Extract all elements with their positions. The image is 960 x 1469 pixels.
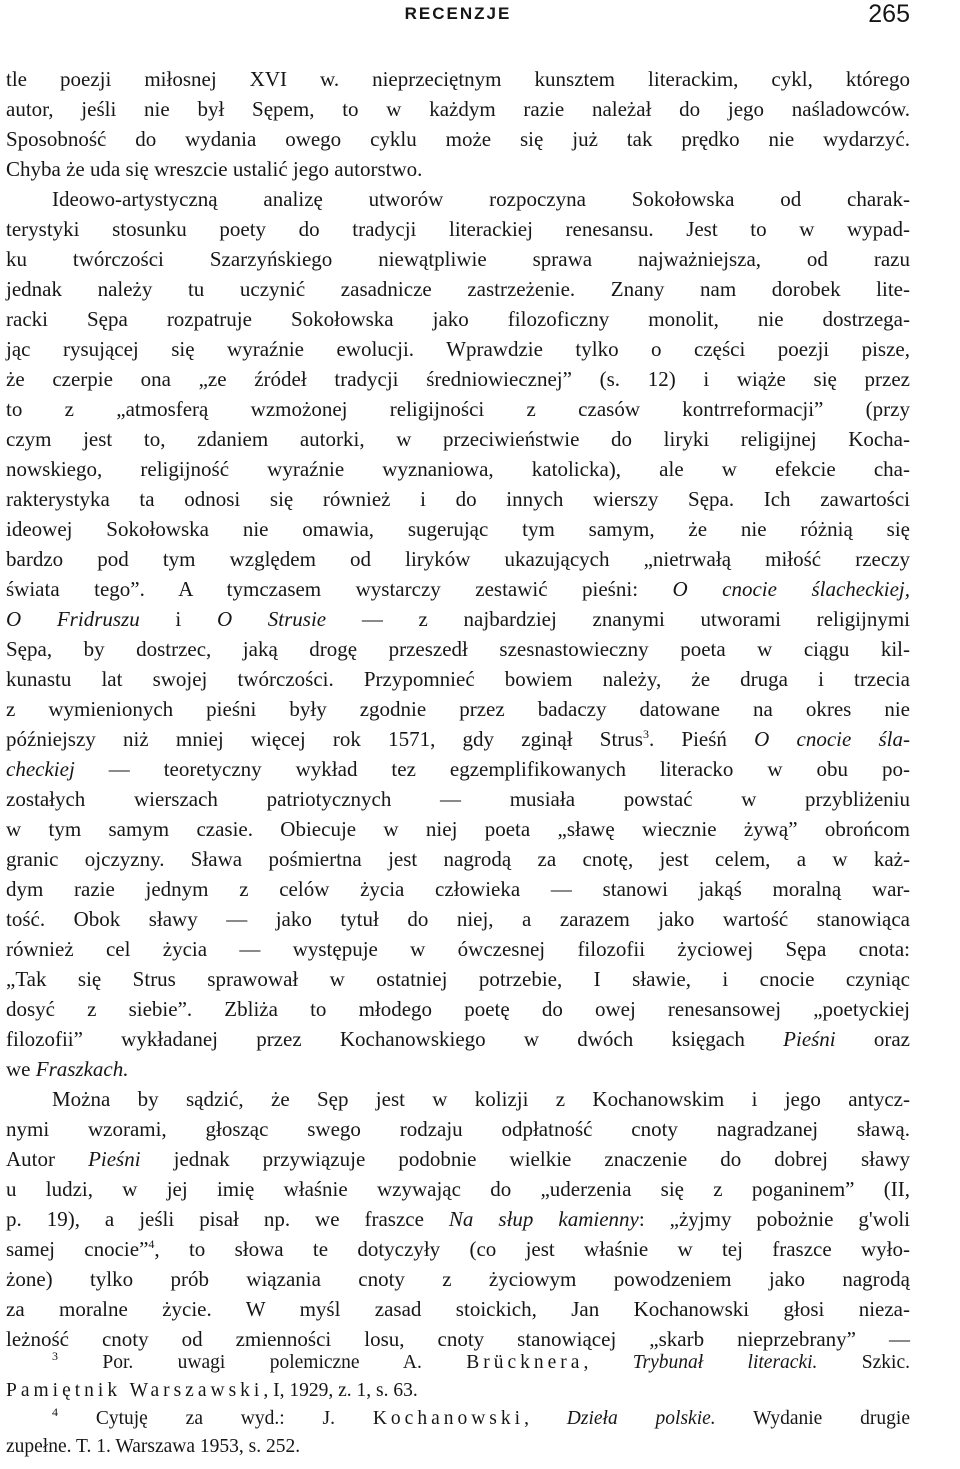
author-name: Kochanowski [372, 1408, 525, 1429]
text-line [6, 1204, 910, 1234]
text-run: p. 19), a jeśli pisał np. we fraszce [6, 1207, 449, 1231]
text-line: Chyba że uda się wreszcie ustalić jego autorstwo. [6, 157, 423, 181]
text-run: Autor [6, 1147, 89, 1171]
text-line: u ludzi, w jej imię właśnie wzywając do „uderzenia się z poganinem” (II, [6, 1177, 910, 1201]
text-line [6, 754, 910, 784]
title-italic: Trybunał literacki. [632, 1352, 818, 1373]
text-line: Ideowo-artystyczną analizę utworów rozpoczyna Sokołowska od charak- [52, 187, 910, 211]
footnote-number: 4 [52, 1405, 58, 1419]
footnote-number: 3 [52, 1349, 58, 1363]
text-run: i [139, 607, 217, 631]
text-run: , to słowa te dotyczyły (co jest właśnie w tej fraszce wyło- [154, 1237, 910, 1261]
text-line: dosyć z siebie”. Zbliża to młodego poetę do owej renesansowej „poetyckiej [6, 997, 910, 1021]
text-line [6, 1024, 910, 1054]
text-line [6, 604, 910, 634]
author-name: Brücknera [466, 1352, 584, 1373]
footnote-4-cont: zupełne. T. 1. Warszawa 1953, s. 252. [6, 1436, 301, 1457]
text-run: późniejszy niż mniej więcej rok 1571, gdy zginął Strus [6, 727, 643, 751]
text-line: również cel życia — występuje w ówczesnej filozofii życiowej Sępa cnota: [6, 937, 910, 961]
text-run: , [524, 1408, 567, 1429]
text-line: granic ojczyzny. Sława pośmiertna jest nagrodą za cnotę, jest celem, a w każ- [6, 847, 910, 871]
footnote-4 [6, 1405, 910, 1433]
text-line: czym jest to, zdaniem autorki, w przeciwieństwie do liryki religijnej Kocha- [6, 427, 910, 451]
text-line: leżność cnoty od zmienności losu, cnoty stanowiącej „skarb nieprzebrany” — [6, 1327, 910, 1351]
text-run: — z najbardziej znanymi utworami religijnymi [326, 607, 910, 631]
footnote-ref[interactable]: 3 [642, 727, 649, 741]
text-line: ideowej Sokołowska nie omawia, sugerując tym samym, że nie różnią się [6, 517, 910, 541]
text-run: samej cnocie” [6, 1237, 149, 1261]
footnote-3-cont [6, 1377, 910, 1405]
text-line: jednak należy tu uczynić zasadnicze zastrzeżenie. Znany nam dorobek lite- [6, 277, 910, 301]
title-italic: Pieśni [783, 1027, 836, 1051]
text-line: żone) tylko prób wiązania cnoty z życiowym powodzeniem jako nagrodą [6, 1267, 910, 1291]
text-run: Szkic. [817, 1352, 910, 1373]
text-line: nowskiego, religijność wyraźnie wyznaniowa, katolicka), ale w efekcie cha- [6, 457, 910, 481]
text-line [6, 724, 910, 754]
title-italic: O Fridruszu [6, 607, 140, 631]
text-line: Sępa, by dostrzec, jaką drogę przeszedł szesnastowieczny poeta w ciągu kil- [6, 637, 910, 661]
text-line: ku twórczości Szarzyńskiego niewątpliwie sprawa najważniejsza, od razu [6, 247, 910, 271]
text-line: z wymienionych pieśni były zgodnie przez badaczy datowane na okres nie [6, 697, 910, 721]
text-line: terystyki stosunku poety do tradycji literackiej renesansu. Jest to w wypad- [6, 217, 910, 241]
running-header [6, 0, 910, 30]
text-line: że czerpie ona „ze źródeł tradycji średniowiecznej” (s. 12) i wiąże się przez [6, 367, 910, 391]
text-line [6, 1144, 910, 1174]
text-run: Wydanie drugie [715, 1408, 910, 1429]
text-line: jąc rysującej się wyraźnie ewolucji. Wprawdzie tylko o części poezji pisze, [6, 337, 910, 361]
text-run: : „żyjmy pobożnie g'woli [638, 1207, 910, 1231]
running-title: RECENZJE [404, 4, 512, 23]
article-body [6, 64, 910, 1354]
title-italic: O cnocie śla- [754, 727, 910, 751]
text-line: tle poezji miłosnej XVI w. nieprzeciętnym kunsztem literackim, cykl, którego [6, 67, 910, 91]
text-line: rakterystyka ta odnosi się również i do innych wierszy Sępa. Ich zawartości [6, 487, 910, 511]
text-line: autor, jeśli nie był Sępem, to w każdym razie należał do jego naśladowców. [6, 97, 910, 121]
text-line: w tym samym czasie. Obiecuje w niej poeta „sławę wiecznie żywą” obrońcom [6, 817, 910, 841]
text-line: „Tak się Strus sprawował w ostatniej potrzebie, I sławie, i cnocie czyniąc [6, 967, 910, 991]
text-line: zostałych wierszach patriotycznych — musiała powstać w przybliżeniu [6, 787, 910, 811]
text-line [6, 1054, 910, 1084]
text-line: za moralne życie. W myśl zasad stoickich, Jan Kochanowski głosi nieza- [6, 1297, 910, 1321]
text-run: . Pieśń [648, 727, 755, 751]
text-line: bardzo pod tym względem od liryków ukazujących „nietrwałą miłość rzeczy [6, 547, 910, 571]
title-italic: checkiej [6, 757, 75, 781]
text-line: nymi wzorami, głosząc swego rodzaju odpłatność cnoty nagradzanej sławą. [6, 1117, 910, 1141]
title-italic: Dzieła polskie. [566, 1408, 716, 1429]
text-run: Por. uwagi polemiczne A. [58, 1352, 467, 1373]
title-italic: Na słup kamienny [448, 1207, 639, 1231]
footnote-3 [6, 1349, 910, 1377]
title-italic: O Strusie [216, 607, 327, 631]
text-line [6, 1234, 910, 1264]
text-line: racki Sępa rozpatruje Sokołowska jako filozoficzny monolit, nie dostrzega- [6, 307, 910, 331]
text-line: tość. Obok sławy — jako tytuł do niej, a zarazem jako wartość stanowiąca [6, 907, 910, 931]
page-number: 265 [868, 0, 910, 28]
footnotes [6, 1349, 910, 1461]
journal-name: Pamiętnik Warszawski [6, 1380, 264, 1401]
text-line: to z „atmosferą wzmożonej religijności z czasów kontrreformacji” (przy [6, 397, 910, 421]
text-run: filozofii” wykładanej przez Kochanowskiego w dwóch księgach [6, 1027, 784, 1051]
title-italic: Fraszkach. [35, 1057, 129, 1081]
title-italic: Pieśni [88, 1147, 141, 1171]
text-line: Sposobność do wydania owego cyklu może się już tak prędko nie wydarzyć. [6, 127, 910, 151]
page [6, 0, 910, 1469]
text-line: dym razie jednym z celów życia człowieka — stanowi jakąś moralną war- [6, 877, 910, 901]
text-run: , I, 1929, z. 1, s. 63. [263, 1380, 418, 1401]
text-run: , [583, 1352, 633, 1373]
text-run: we [6, 1057, 36, 1081]
text-run: jednak przywiązuje podobnie wielkie znaczenie do dobrej sławy [140, 1147, 910, 1171]
text-line: Można by sądzić, że Sęp jest w kolizji z Kochanowskim i jego antycz- [52, 1087, 910, 1111]
text-run: Cytuję za wyd.: J. [58, 1408, 373, 1429]
text-line: kunastu lat swojej twórczości. Przypomnieć bowiem należy, że druga i trzecia [6, 667, 910, 691]
text-line [6, 574, 910, 604]
footnote-ref[interactable]: 4 [148, 1237, 155, 1251]
text-run: świata tego”. A tymczasem wystarczy zestawić pieśni: [6, 577, 673, 601]
title-italic: O cnocie ślacheckiej, [672, 577, 910, 601]
text-run: — teoretyczny wykład tez egzemplifikowanych literacko w obu po- [74, 757, 910, 781]
text-run: oraz [835, 1027, 911, 1051]
